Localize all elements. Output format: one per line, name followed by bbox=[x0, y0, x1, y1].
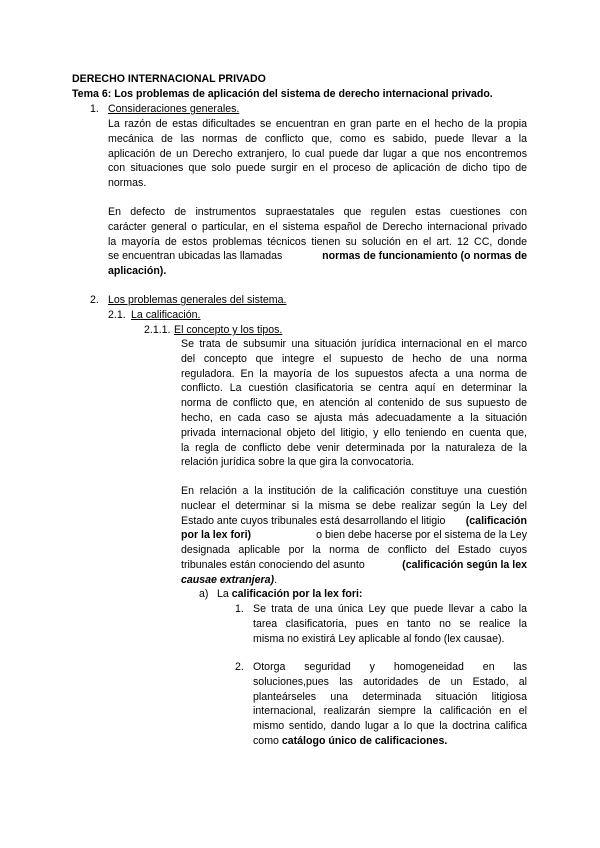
text-line: misma no existirá Ley aplicable al fondo (lex causae). bbox=[253, 632, 505, 645]
subsection-paragraph-2 bbox=[181, 484, 527, 588]
text-line bbox=[181, 573, 527, 588]
text-line: tarea clasificatoria, pues en tanto no se realice la bbox=[253, 617, 527, 630]
text-line: designada aplicable por la norma de conflicto del Estado cuyos bbox=[181, 544, 527, 557]
text-fragment: . bbox=[274, 573, 278, 586]
bold-term: normas de funcionamiento (o normas de bbox=[322, 250, 527, 263]
text-line: hecho, en cada caso se ajusta más adecuadamente a la situación bbox=[181, 411, 527, 424]
text-fragment: La bbox=[217, 588, 229, 600]
bold-term: (calificación bbox=[465, 514, 527, 527]
subsection-2-1-1-number: 2.1.1. bbox=[144, 324, 171, 336]
text-line: la mayoría de estos problemas técnicos tienen su solución en el art. 12 CC, donde bbox=[108, 235, 527, 248]
subsection-2-1-title: La calificación. bbox=[131, 309, 201, 321]
text-line: Se trata de una única Ley que puede llevar a cabo la bbox=[253, 603, 527, 615]
topic-heading: Tema 6: Los problemas de aplicación del sistema de derecho internacional privado. bbox=[72, 88, 493, 100]
text-line: reguladora. En la mayoría de los supuestos afecta a una norma de bbox=[181, 367, 527, 380]
subsection-2-1-number: 2.1. bbox=[108, 309, 126, 321]
item-a-label bbox=[217, 587, 362, 602]
text-line: norma de conflicto que, en atención al contenido de sus supuesto de bbox=[181, 397, 527, 410]
section-2-title: Los problemas generales del sistema. bbox=[108, 294, 287, 306]
text-line: La razón de estas dificultades se encuentran en gran parte en el hecho de la propia bbox=[108, 118, 527, 130]
text-line: aplicación de un Derecho extranjero, lo cual puede dar lugar a que nos encontremos bbox=[108, 147, 527, 160]
bold-term: (calificación según la lex bbox=[402, 558, 527, 571]
point-1-number: 1. bbox=[235, 603, 244, 615]
text-line bbox=[181, 528, 527, 543]
bold-term: catálogo único de calificaciones. bbox=[281, 734, 448, 747]
point-2-number: 2. bbox=[235, 661, 244, 673]
point-2-text bbox=[253, 660, 527, 749]
text-line: carácter general o particular, en el sistema español de Derecho internacional privado bbox=[108, 220, 527, 233]
item-a-letter: a) bbox=[199, 588, 209, 600]
section-1-paragraph-2 bbox=[108, 205, 527, 279]
subsection-paragraph-1 bbox=[181, 337, 527, 470]
bold-term: calificación por la lex fori: bbox=[231, 588, 363, 600]
text-line: del concepto que integre el supuesto de hecho de una norma bbox=[181, 352, 527, 365]
text-fragment: se encuentran ubicadas las llamadas bbox=[108, 250, 283, 263]
subsection-2-1-1-title: El concepto y los tipos. bbox=[174, 324, 283, 336]
text-fragment: como bbox=[253, 734, 279, 747]
text-line bbox=[181, 514, 527, 529]
bold-term: por la lex fori) bbox=[181, 529, 252, 542]
text-line bbox=[253, 734, 527, 749]
text-line: planteárseles una determinada situación litigiosa bbox=[253, 690, 527, 703]
text-line: En relación a la institución de la calificación constituye una cuestión bbox=[181, 485, 527, 497]
text-line: mecánica de las normas de conflicto que, como es sabido, puede llevar a la bbox=[108, 132, 527, 145]
point-1-text bbox=[253, 602, 527, 646]
text-line: Se trata de subsumir una situación jurídica internacional en el marco bbox=[181, 338, 527, 350]
text-line: Otorga seguridad y homogeneidad en las bbox=[253, 661, 527, 673]
subject-heading: DERECHO INTERNACIONAL PRIVADO bbox=[72, 73, 266, 85]
text-fragment: tribunales están conociendo del asunto bbox=[181, 558, 365, 571]
text-line: internacional, realizarán siempre la calificación en el bbox=[253, 705, 527, 718]
text-line: nuclear el determinar si la misma se debe realizar según la Ley del bbox=[181, 499, 527, 512]
section-2-number: 2. bbox=[90, 294, 99, 306]
bold-term: aplicación). bbox=[108, 265, 167, 278]
section-1-title: Consideraciones generales. bbox=[108, 103, 240, 115]
section-1-number: 1. bbox=[90, 103, 99, 115]
text-line: normas. bbox=[108, 177, 147, 190]
text-line: con situaciones que solo puede surgir en el proceso de aplicación de dicho tipo de bbox=[108, 162, 527, 175]
text-line: la regla de conflicto debe venir determinada por la naturaleza de la bbox=[181, 441, 527, 454]
text-line: conflicto. La cuestión clasificatoria se centra aquí en determinar la bbox=[181, 382, 527, 395]
text-line: privada internacional objeto del litigio, y ello teniendo en cuenta que, bbox=[181, 426, 527, 439]
bold-term: causae extranjera) bbox=[181, 573, 275, 586]
text-line bbox=[181, 558, 527, 573]
section-1-paragraph-1 bbox=[108, 117, 527, 191]
text-fragment: o bien debe hacerse por el sistema de la Ley bbox=[316, 529, 527, 542]
text-line bbox=[108, 249, 527, 264]
text-line: relación jurídica sobre la que gira la convocatoria. bbox=[181, 456, 415, 469]
text-fragment: Estado ante cuyos tribunales está desarrollando el litigio bbox=[181, 514, 446, 527]
text-line: soluciones,pues las autoridades de un Estado, al bbox=[253, 675, 527, 688]
text-line: mismo sentido, dando lugar a lo que la doctrina califica bbox=[253, 720, 527, 733]
text-line: En defecto de instrumentos supraestatales que regulen estas cuestiones con bbox=[108, 206, 527, 218]
